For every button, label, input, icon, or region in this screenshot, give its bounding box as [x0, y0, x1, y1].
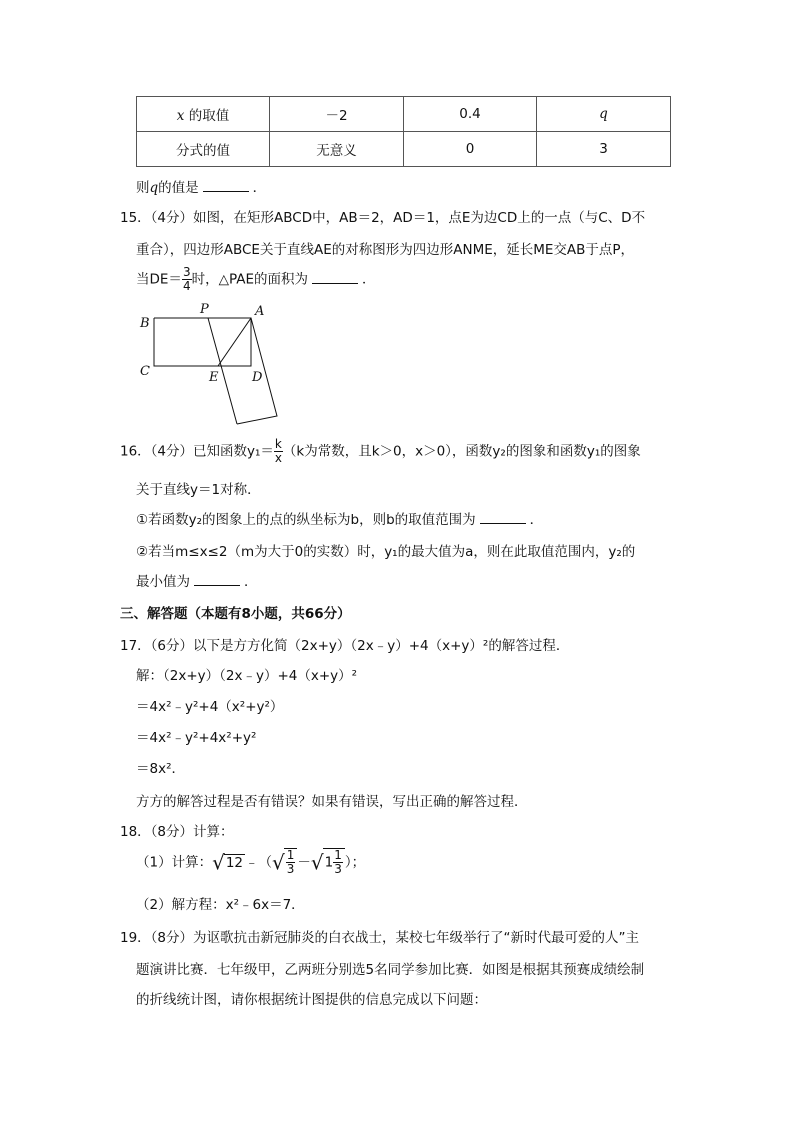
q19-line3: 的折线统计图，请你根据统计图提供的信息完成以下问题：	[136, 992, 487, 1008]
q14-answer-line: 则q的值是 ．	[136, 180, 267, 196]
table-cell: q	[537, 97, 671, 132]
fraction: $\frac{1}{3}$	[334, 848, 342, 876]
rectangle-abcd	[154, 318, 251, 366]
label-e: E	[209, 370, 219, 385]
table-cell: 0	[404, 132, 537, 167]
q15-line2: 重合），四边形ABCE关于直线AE的对称图形为四边形ANME，延长ME交AB于点P，	[136, 242, 635, 258]
q18-part1: （1）计算：√12 ﹣（√ $\frac{1}{3}$ －√1 $\frac{1}{3}$ ）；	[136, 848, 366, 876]
label-a: A	[255, 304, 265, 319]
table-cell: 无意义	[270, 132, 404, 167]
q17-solution-2: ＝4x²﹣y²+4（x²+y²）	[136, 699, 284, 715]
value-table	[136, 96, 671, 167]
q16-line4: ②若当m≤x≤2（m为大于0的实数）时，y₁的最大值为a，则在此取值范围内，y₂的	[136, 544, 636, 560]
fraction: $\frac{3}{4}$	[182, 265, 191, 293]
q17-solution-1: 解：（2x+y）（2x﹣y）+4（x+y）²	[136, 668, 358, 684]
table-row	[137, 97, 671, 132]
fraction: $\frac{k}{x}$	[274, 437, 282, 465]
table-cell: x 的取值	[137, 97, 270, 132]
answer-blank	[203, 180, 249, 192]
answer-blank	[480, 512, 526, 524]
q16-line2: 关于直线y＝1对称．	[136, 482, 261, 498]
q19-line2: 题演讲比赛．七年级甲，乙两班分别选5名同学参加比赛．如图是根据其预赛成绩绘制	[136, 962, 645, 978]
table-cell: 0.4	[404, 97, 537, 132]
label-d: D	[252, 370, 263, 385]
q17-question: 方方的解答过程是否有错误？如果有错误，写出正确的解答过程．	[136, 794, 528, 810]
q18-line1: 18．（8分）计算：	[120, 824, 234, 840]
q17-solution-4: ＝8x²．	[136, 761, 185, 777]
label-c: C	[140, 364, 150, 379]
q17-line1: 17．（6分）以下是方方化简（2x+y）（2x﹣y）+4（x+y）²的解答过程．	[120, 638, 570, 654]
label-b: B	[140, 316, 150, 331]
line-ae	[218, 318, 251, 366]
table-cell: 分式的值	[137, 132, 270, 167]
q15-line1: 15．（4分）如图，在矩形ABCD中，AB＝2，AD＝1，点E为边CD上的一点（与C、D不	[120, 210, 646, 226]
q15-line3: 当DE＝ $\frac{3}{4}$ 时，△PAE的面积为 ．	[136, 265, 376, 293]
answer-blank	[312, 272, 358, 284]
answer-blank	[194, 574, 240, 586]
table-cell: 3	[537, 132, 671, 167]
q16-line1: 16．（4分）已知函数y₁＝ $\frac{k}{x}$ （k为常数，且k＞0，x＞0），函数y₂的图象和函数y₁的图象	[120, 437, 641, 465]
table-row	[137, 132, 671, 167]
q17-solution-3: ＝4x²﹣y²+4x²+y²	[136, 730, 257, 746]
table-cell: －2	[270, 97, 404, 132]
rectangle-figure	[130, 300, 290, 430]
q16-line3: ①若函数y₂的图象上的点的纵坐标为b，则b的取值范围为 ．	[136, 512, 544, 528]
q18-part2: （2）解方程：x²﹣6x＝7．	[136, 897, 305, 913]
q16-line5: 最小值为 ．	[136, 574, 258, 590]
label-p: P	[200, 302, 209, 317]
section-heading: 三、解答题（本题有8小题，共66分）	[120, 606, 351, 622]
fraction: $\frac{1}{3}$	[286, 848, 295, 876]
q19-line1: 19．（8分）为讴歌抗击新冠肺炎的白衣战士，某校七年级举行了“新时代最可爱的人”主	[120, 930, 640, 946]
